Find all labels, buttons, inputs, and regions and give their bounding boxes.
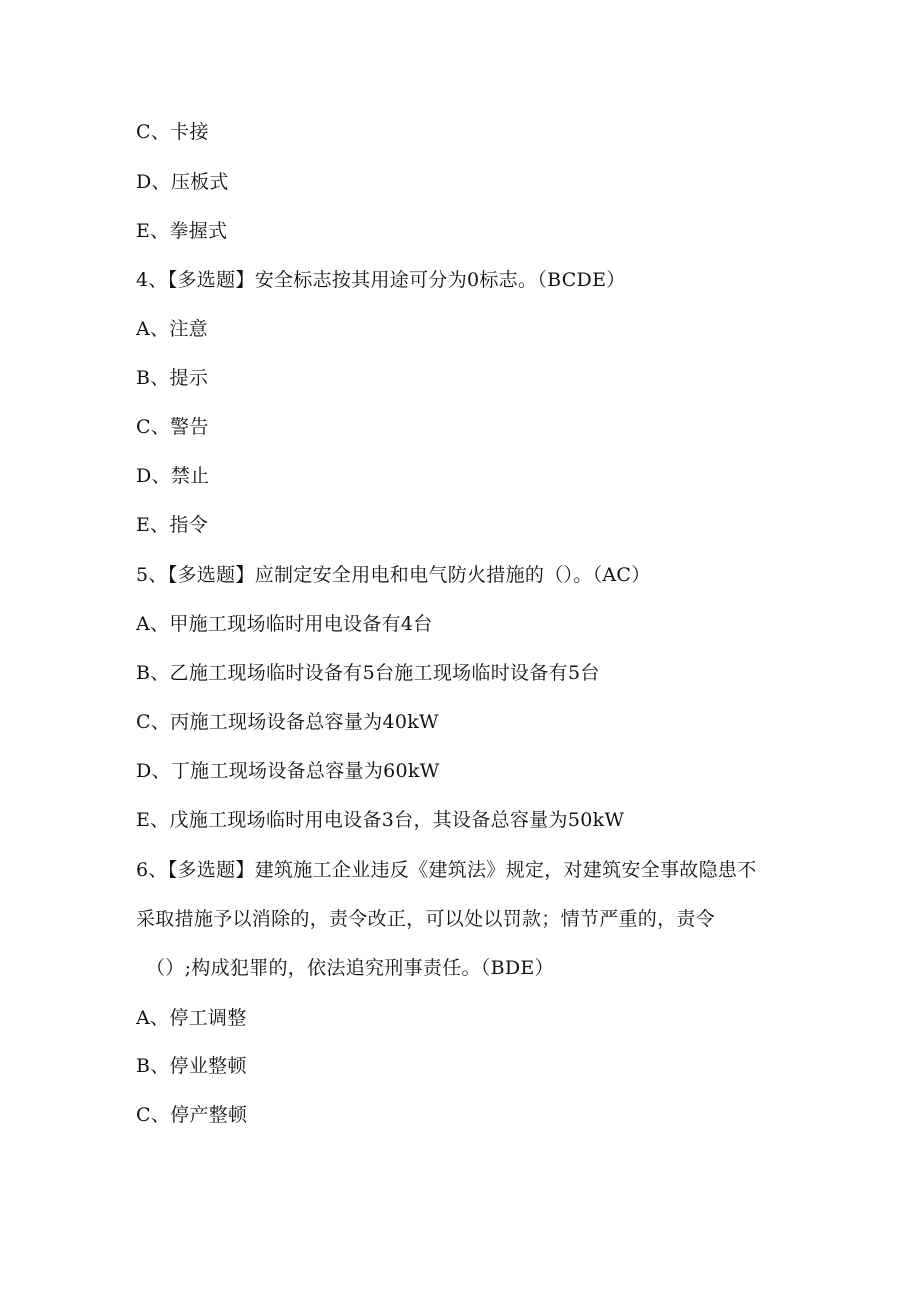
q4-option-a: A、注意	[136, 318, 208, 340]
q5-option-c: C、丙施工现场设备总容量为40kW	[136, 711, 439, 733]
q4-option-c: C、警告	[136, 416, 209, 438]
q6-option-c: C、停产整顿	[136, 1104, 248, 1126]
q3-option-c: C、卡接	[136, 121, 209, 143]
q3-option-e: E、拳握式	[136, 220, 228, 242]
q6-stem-line-2: 采取措施予以消除的，责令改正，可以处以罚款；情节严重的，责令	[136, 908, 716, 930]
q4-option-b: B、提示	[136, 367, 209, 389]
q5-option-e: E、戊施工现场临时用电设备3台，其设备总容量为50kW	[136, 809, 625, 831]
q3-option-d: D、压板式	[136, 171, 229, 193]
q4-option-e: E、指令	[136, 514, 209, 536]
q6-option-b: B、停业整顿	[136, 1055, 247, 1077]
q5-option-a: A、甲施工现场临时用电设备有4台	[136, 613, 433, 635]
q6-stem-line-3: （）;构成犯罪的，依法追究刑事责任。（BDE）	[146, 957, 554, 979]
q5-option-d: D、丁施工现场设备总容量为60kW	[136, 760, 440, 782]
q4-stem: 4、【多选题】安全标志按其用途可分为0标志。（BCDE）	[136, 269, 626, 291]
q6-stem-line-1: 6、【多选题】建筑施工企业违反《建筑法》规定，对建筑安全事故隐患不	[136, 859, 757, 881]
q5-stem: 5、【多选题】应制定安全用电和电气防火措施的（）。（AC）	[136, 564, 651, 586]
q4-option-d: D、禁止	[136, 465, 210, 487]
q6-option-a: A、停工调整	[136, 1007, 247, 1029]
q5-option-b: B、乙施工现场临时设备有5台施工现场临时设备有5台	[136, 662, 600, 684]
